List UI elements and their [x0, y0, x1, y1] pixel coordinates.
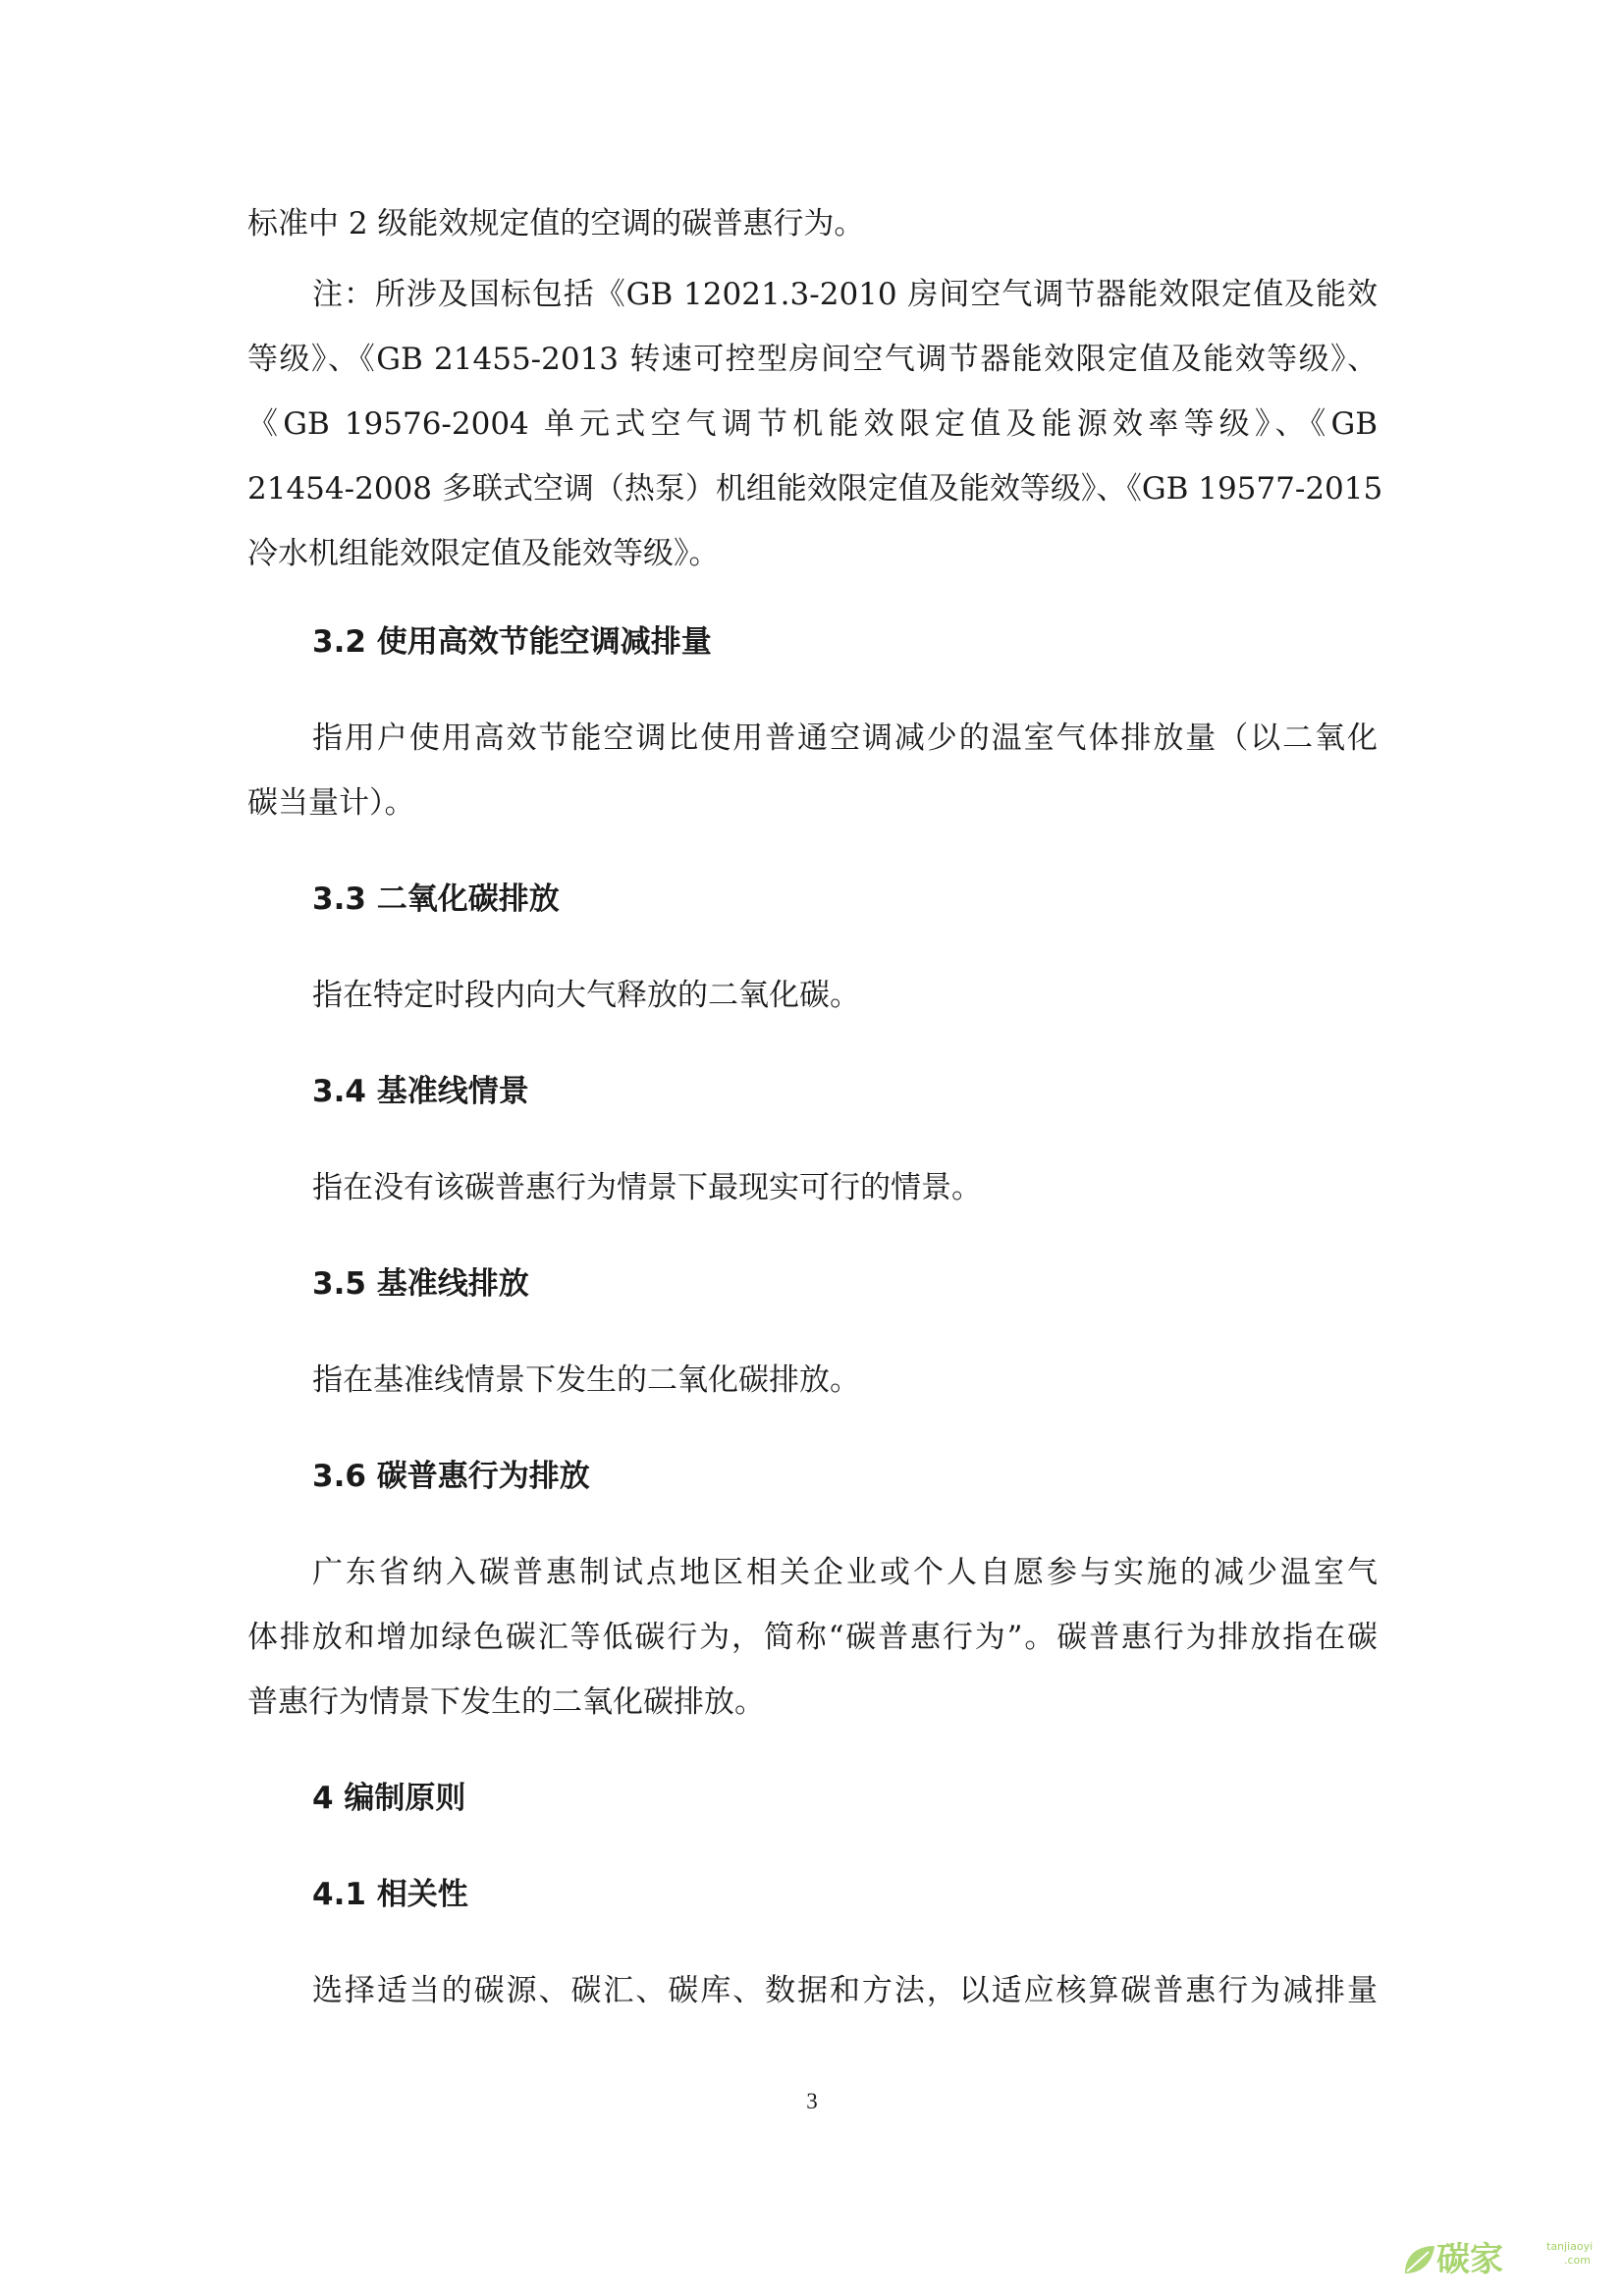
- watermark-domain-suffix: .com: [1564, 2254, 1591, 2267]
- section-3-6-line-3: 普惠行为情景下发生的二氧化碳排放。: [247, 1684, 765, 1720]
- section-3-5-line-1: 指在基准线情景下发生的二氧化碳排放。: [312, 1362, 860, 1398]
- watermark-domain: tanjiaoyi: [1546, 2240, 1594, 2253]
- section-3-2-line-1: 指用户使用高效节能空调比使用普通空调减少的温室气体排放量（以二氧化: [312, 721, 1378, 756]
- watermark-logo: [1399, 2234, 1596, 2285]
- note-line-1: 注：所涉及国标包括《GB 12021.3-2010 房间空气调节器能效限定值及能效: [312, 277, 1378, 312]
- watermark-text: 碳家: [1436, 2240, 1503, 2279]
- note-line-2: 等级》、《GB 21455-2013 转速可控型房间空气调节器能效限定值及能效等级》、: [247, 342, 1378, 377]
- page-number: 3: [806, 2089, 818, 2113]
- section-heading-3-5: 3.5 基准线排放: [312, 1266, 529, 1302]
- section-3-6-line-1: 广东省纳入碳普惠制试点地区相关企业或个人自愿参与实施的减少温室气: [312, 1555, 1378, 1590]
- section-3-2-line-2: 碳当量计）。: [247, 785, 415, 821]
- section-3-6-line-2: 体排放和增加绿色碳汇等低碳行为，简称“碳普惠行为”。碳普惠行为排放指在碳: [247, 1620, 1378, 1655]
- note-line-3: 《GB 19576-2004 单元式空气调节机能效限定值及能源效率等级》、《GB: [247, 406, 1378, 442]
- note-line-4: 21454-2008 多联式空调（热泵）机组能效限定值及能效等级》、《GB 19577-2015: [247, 471, 1383, 507]
- section-heading-3-6: 3.6 碳普惠行为排放: [312, 1459, 590, 1494]
- section-heading-4-1: 4.1 相关性: [312, 1877, 468, 1912]
- section-heading-3-4: 3.4 基准线情景: [312, 1074, 529, 1109]
- section-heading-4: 4 编制原则: [312, 1781, 466, 1816]
- section-4-1-line-1: 选择适当的碳源、碳汇、碳库、数据和方法，以适应核算碳普惠行为减排量: [312, 1973, 1378, 2008]
- section-heading-3-3: 3.3 二氧化碳排放: [312, 881, 560, 917]
- note-line-5: 冷水机组能效限定值及能效等级》。: [247, 536, 720, 571]
- paragraph-continuation: 标准中 2 级能效规定值的空调的碳普惠行为。: [247, 206, 865, 241]
- section-3-4-line-1: 指在没有该碳普惠行为情景下最现实可行的情景。: [312, 1170, 982, 1205]
- leaf-icon: [1399, 2240, 1438, 2279]
- section-3-3-line-1: 指在特定时段内向大气释放的二氧化碳。: [312, 978, 860, 1013]
- section-heading-3-2: 3.2 使用高效节能空调减排量: [312, 624, 712, 660]
